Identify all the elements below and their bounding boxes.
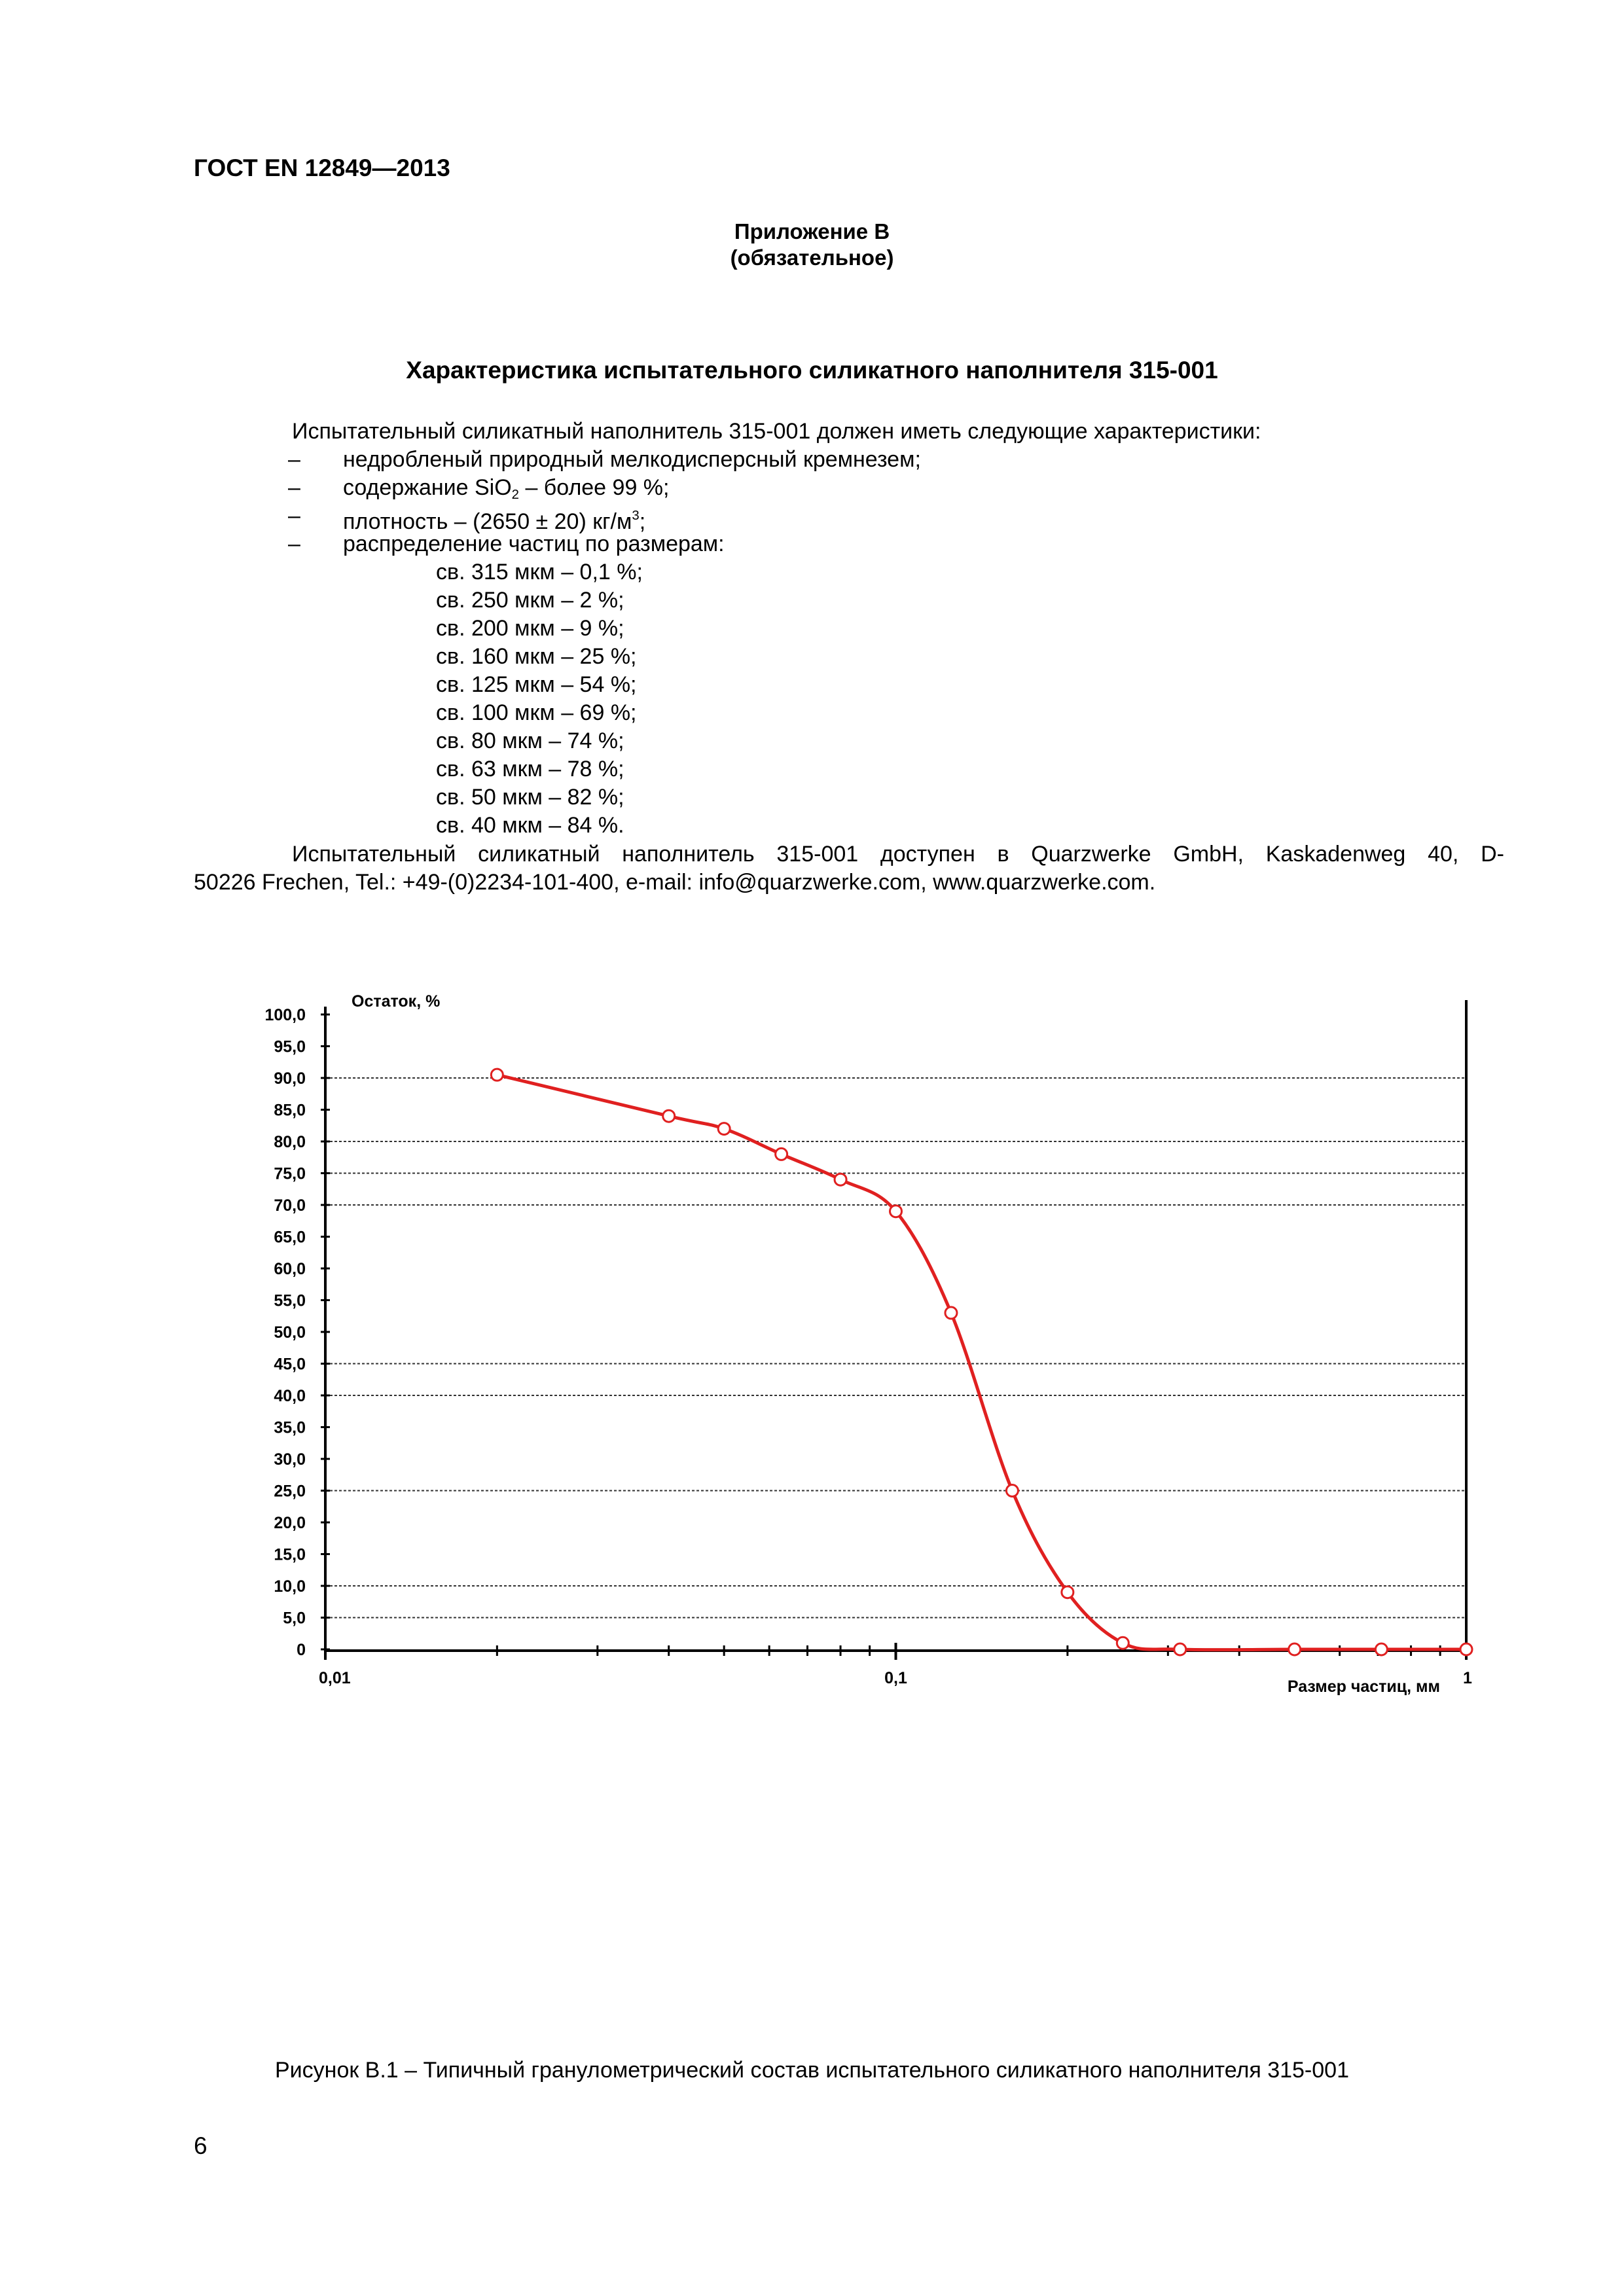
bullet-dash: –	[288, 475, 300, 500]
intro-paragraph: Испытательный силикатный наполнитель 315-001 должен иметь следующие характеристики:	[292, 419, 1261, 444]
bullet-text: содержание SiO$_2$ – более 99 %;	[343, 475, 670, 502]
bullet-text: распределение частиц по размерам:	[343, 531, 725, 556]
document-header: ГОСТ EN 12849—2013	[194, 154, 450, 181]
particle-size-chart	[236, 982, 1492, 1715]
distribution-item: св. 125 мкм – 54 %;	[436, 672, 637, 697]
y-tick-label: 10,0	[274, 1577, 306, 1596]
data-point	[1174, 1643, 1186, 1655]
distribution-item: св. 250 мкм – 2 %;	[436, 588, 624, 613]
y-tick-label: 30,0	[274, 1450, 306, 1469]
distribution-item: св. 100 мкм – 69 %;	[436, 700, 637, 725]
bullet-dash: –	[288, 447, 300, 472]
availability-paragraph	[194, 840, 1504, 897]
axis-labels	[352, 992, 1440, 1696]
y-tick-label: 50,0	[274, 1323, 306, 1342]
bullet-text: недробленый природный мелкодисперсный кремнезем;	[343, 447, 921, 472]
page-number: 6	[194, 2132, 208, 2159]
x-tick-label: 0,1	[884, 1669, 907, 1687]
data-point	[890, 1206, 902, 1217]
data-point	[1006, 1485, 1018, 1497]
distribution-item: св. 80 мкм – 74 %;	[436, 728, 624, 753]
y-tick-label: 70,0	[274, 1196, 306, 1215]
distribution-item: св. 50 мкм – 82 %;	[436, 785, 624, 810]
y-tick-label: 0	[297, 1641, 306, 1659]
y-tick-label: 90,0	[274, 1069, 306, 1088]
distribution-item: св. 200 мкм – 9 %;	[436, 616, 624, 641]
data-point	[945, 1307, 957, 1319]
y-tick-label: 65,0	[274, 1228, 306, 1247]
series-path	[497, 1075, 1466, 1650]
annex-title: Приложение В	[734, 219, 890, 243]
y-tick-label: 60,0	[274, 1260, 306, 1278]
y-tick-label: 15,0	[274, 1545, 306, 1564]
y-tick-label: 5,0	[283, 1609, 306, 1628]
data-point	[1460, 1643, 1472, 1655]
y-tick-label: 95,0	[274, 1037, 306, 1056]
y-tick-label: 80,0	[274, 1133, 306, 1151]
data-point	[1289, 1643, 1301, 1655]
list-item	[288, 446, 921, 474]
distribution-item: св. 160 мкм – 25 %;	[436, 644, 637, 669]
y-tick-label: 85,0	[274, 1101, 306, 1120]
y-tick-label: 55,0	[274, 1291, 306, 1310]
axes	[325, 1000, 1470, 1651]
data-point	[835, 1174, 846, 1185]
y-axis-label: Остаток, %	[352, 992, 441, 1011]
availability-line-2: 50226 Frechen, Tel.: +49-(0)2234-101-400, e-mail: info@quarzwerke.com, www.quarzwerke.com.	[194, 870, 1156, 895]
y-tick-label: 40,0	[274, 1387, 306, 1405]
list-item	[288, 530, 921, 558]
bullet-dash: –	[288, 531, 300, 556]
tick-labels	[264, 1006, 1472, 1687]
data-point	[776, 1148, 787, 1160]
annex-status: (обязательное)	[730, 245, 894, 270]
data-point	[1375, 1643, 1387, 1655]
bullet-dash: –	[288, 503, 300, 528]
y-tick-label: 25,0	[274, 1482, 306, 1501]
distribution-item: св. 315 мкм – 0,1 %;	[436, 560, 643, 584]
distribution-list	[436, 558, 643, 840]
list-item	[288, 474, 921, 502]
series-line	[491, 1069, 1472, 1655]
x-tick-label: 0,01	[319, 1669, 351, 1687]
section-title: Характеристика испытательного силикатного наполнителя 315-001	[406, 357, 1218, 384]
data-point	[1062, 1587, 1074, 1598]
gridlines	[325, 1078, 1466, 1618]
x-tick-label: 1	[1463, 1669, 1472, 1687]
data-point	[491, 1069, 503, 1081]
y-tick-label: 35,0	[274, 1418, 306, 1437]
y-tick-label: 75,0	[274, 1164, 306, 1183]
list-item	[288, 502, 921, 534]
data-point	[718, 1123, 730, 1135]
figure-caption: Рисунок В.1 – Типичный гранулометрический состав испытательного силикатного наполнителя 315-001	[275, 2058, 1349, 2083]
y-tick-label: 100,0	[264, 1006, 306, 1024]
y-tick-label: 45,0	[274, 1355, 306, 1374]
y-tick-label: 20,0	[274, 1514, 306, 1532]
characteristics-list	[288, 446, 921, 558]
distribution-item: св. 40 мкм – 84 %.	[436, 813, 624, 838]
distribution-item: св. 63 мкм – 78 %;	[436, 757, 624, 781]
x-axis-label: Размер частиц, мм	[1287, 1677, 1440, 1696]
bullet-text: плотность – (2650 ± 20) $кг/м^3$;	[343, 509, 646, 534]
data-point	[663, 1110, 675, 1122]
data-point	[1117, 1637, 1128, 1649]
availability-line-1: Испытательный силикатный наполнитель 315-001 доступен в Quarzwerke GmbH, Kaskadenweg 40, D-	[292, 842, 1504, 867]
